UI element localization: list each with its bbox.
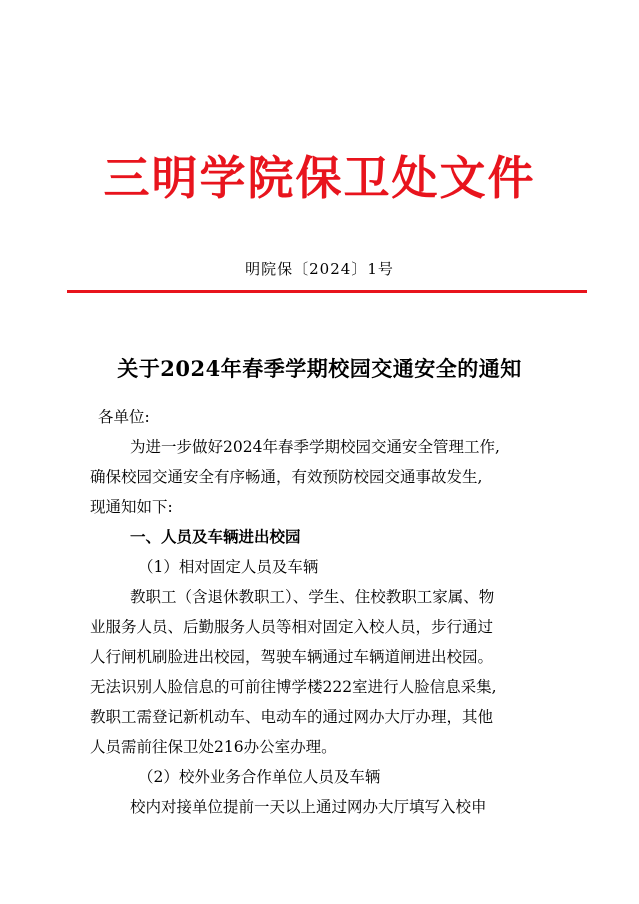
salutation: 各单位: — [98, 408, 150, 426]
intro-line-3: 现通知如下: — [90, 498, 173, 516]
notice-title: 关于2024年春季学期校园交通安全的通知 — [117, 356, 522, 381]
intro-line-2: 确保校园交通安全有序畅通，有效预防校园交通事故发生, — [90, 468, 483, 486]
intro-line-1: 为进一步做好2024年春季学期校园交通安全管理工作, — [130, 438, 500, 456]
section-1-heading: 一、人员及车辆进出校园 — [130, 527, 301, 546]
subsection-2-line-1: 校内对接单位提前一天以上通过网办大厅填写入校申 — [130, 798, 487, 816]
subsection-1-line-6: 人员需前往保卫处216办公室办理。 — [90, 738, 337, 756]
subsection-1-line-4: 无法识别人脸信息的可前往博学楼222室进行人脸信息采集, — [90, 678, 497, 696]
subsection-1-line-2: 业服务人员、后勤服务人员等相对固定入校人员，步行通过 — [90, 618, 494, 636]
document-number: 明院保〔2024〕1号 — [245, 260, 394, 278]
red-divider-line — [67, 290, 587, 293]
org-title: 三明学院保卫处文件 — [103, 151, 536, 205]
subsection-1-heading: （1）相对固定人员及车辆 — [138, 558, 319, 576]
subsection-1-line-1: 教职工（含退休教职工）、学生、住校教职工家属、物 — [130, 588, 495, 606]
subsection-1-line-3: 人行闸机刷脸进出校园，驾驶车辆通过车辆道闸进出校园。 — [90, 648, 494, 666]
subsection-1-line-5: 教职工需登记新机动车、电动车的通过网办大厅办理，其他 — [90, 708, 494, 726]
notice-body — [90, 402, 558, 822]
subsection-2-heading: （2）校外业务合作单位人员及车辆 — [138, 768, 381, 786]
